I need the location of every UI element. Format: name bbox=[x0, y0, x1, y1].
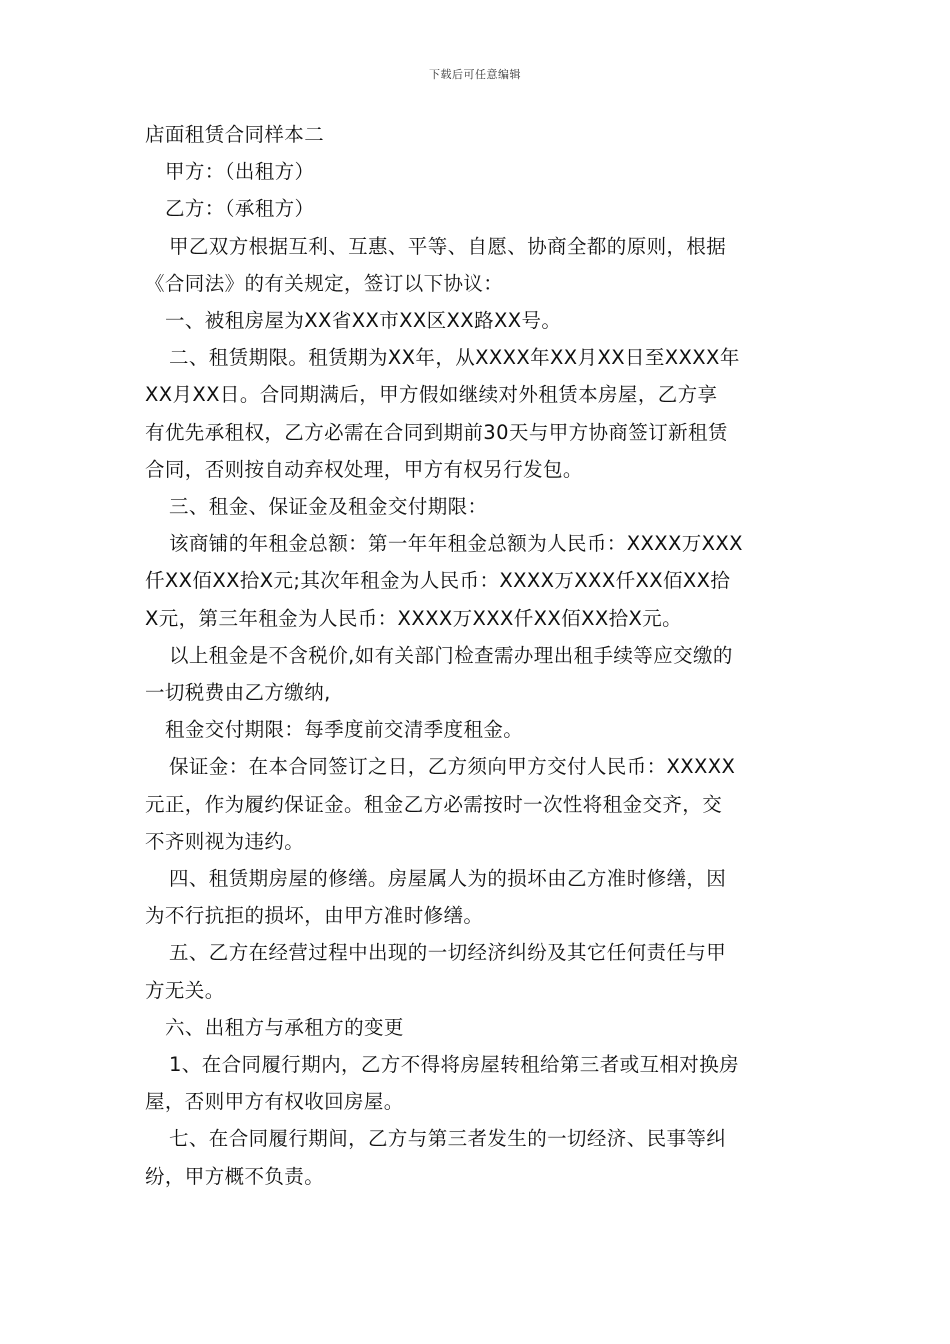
clause-6-line: 六、出租方与承租方的变更 bbox=[165, 1015, 404, 1039]
clause-3-line: 三、租金、保证金及租金交付期限： bbox=[169, 495, 488, 519]
paragraph-line: 以上租金是不含税价,如有关部门检查需办理出租手续等应交缴的 bbox=[169, 643, 733, 667]
paragraph-line: 不齐则视为违约。 bbox=[145, 829, 305, 853]
clause-1-line: 一、被租房屋为XX省XX市XX区XX路XX号。 bbox=[165, 309, 562, 333]
paragraph-line: 仟XX佰XX拾X元;其次年租金为人民币：XXXX万XXX仟XX佰XX拾 bbox=[145, 569, 731, 593]
document-title: 店面租赁合同样本二 bbox=[145, 123, 325, 146]
paragraph-line: XX月XX日。合同期满后，甲方假如继续对外租赁本房屋，乙方享 bbox=[145, 383, 718, 407]
clause-2-line: 二、租赁期限。租赁期为XX年，从XXXX年XX月XX日至XXXX年 bbox=[169, 346, 740, 370]
paragraph-line: 《合同法》的有关规定，签订以下协议： bbox=[145, 271, 504, 295]
paragraph-line: 屋，否则甲方有权收回房屋。 bbox=[145, 1090, 404, 1114]
paragraph-line: 合同，否则按自动弃权处理，甲方有权另行发包。 bbox=[145, 457, 583, 481]
paragraph-line: 一切税费由乙方缴纳, bbox=[145, 681, 331, 705]
header-note: 下载后可任意编辑 bbox=[429, 68, 521, 81]
paragraph-line: X元，第三年租金为人民币：XXXX万XXX仟XX佰XX拾X元。 bbox=[145, 606, 683, 630]
paragraph-line: 保证金：在本合同签订之日，乙方须向甲方交付人民币：XXXXX bbox=[169, 755, 736, 779]
paragraph-line: 方无关。 bbox=[145, 978, 225, 1002]
paragraph-line: 纷，甲方概不负责。 bbox=[145, 1164, 325, 1188]
party-b-line: 乙方：（承租方） bbox=[165, 197, 315, 221]
clause-4-line: 四、租赁期房屋的修缮。房屋属人为的损坏由乙方准时修缮，因 bbox=[169, 867, 727, 891]
paragraph-line: 租金交付期限：每季度前交清季度租金。 bbox=[165, 718, 524, 742]
clause-7-line: 七、在合同履行期间，乙方与第三者发生的一切经济、民事等纠 bbox=[169, 1127, 727, 1151]
paragraph-line: 该商铺的年租金总额：第一年年租金总额为人民币：XXXX万XXX bbox=[169, 532, 743, 556]
paragraph-line: 有优先承租权，乙方必需在合同到期前30天与甲方协商签订新租赁 bbox=[145, 420, 728, 444]
party-a-line: 甲方：（出租方） bbox=[165, 160, 315, 184]
paragraph-line: 甲乙双方根据互利、互惠、平等、自愿、协商全都的原则，根据 bbox=[169, 234, 727, 258]
paragraph-line: 元正，作为履约保证金。租金乙方必需按时一次性将租金交齐，交 bbox=[145, 792, 723, 816]
document-body bbox=[145, 116, 810, 1195]
paragraph-line: 1、在合同履行期内，乙方不得将房屋转租给第三者或互相对换房 bbox=[169, 1053, 740, 1077]
clause-5-line: 五、乙方在经营过程中出现的一切经济纠纷及其它任何责任与甲 bbox=[169, 941, 727, 965]
paragraph-line: 为不行抗拒的损坏，由甲方准时修缮。 bbox=[145, 904, 484, 928]
